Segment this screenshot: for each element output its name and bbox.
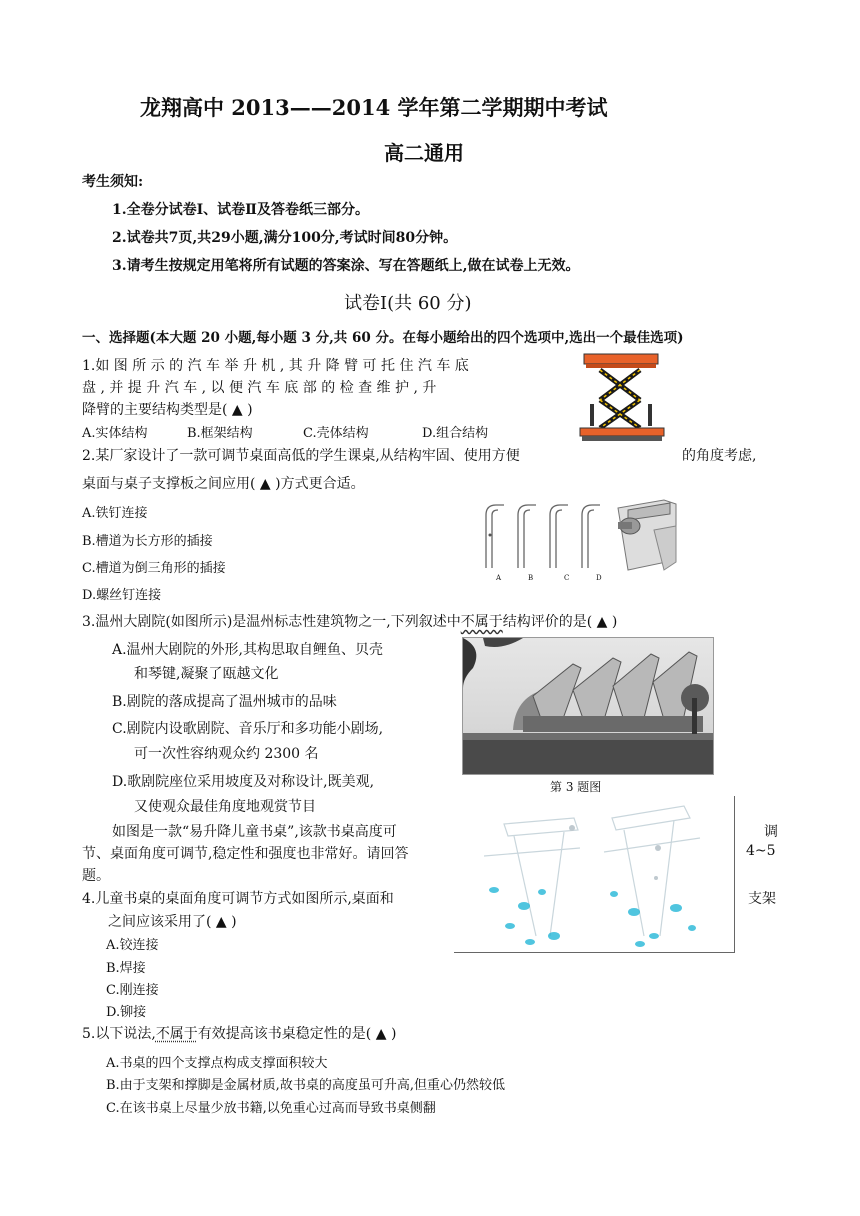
- q4-stem-line: 之间应该采用了( ▲ ): [108, 914, 237, 930]
- q1-option-d: D.组合结构: [422, 426, 489, 441]
- q5-option-a: A.书桌的四个支撑点构成支撑面积较大: [106, 1056, 328, 1071]
- q4-option-a: A.铰连接: [106, 938, 159, 953]
- q1-stem-line: 降臂的主要结构类型是( ▲ ): [82, 402, 253, 418]
- q3-stem-part: 结构评价的是( ▲ ): [502, 614, 618, 630]
- intro-line: 如图是一款“易升降儿童书桌”,该款书桌高度可: [112, 824, 397, 840]
- q4-stem-line: 4.儿童书桌的桌面角度可调节方式如图所示,桌面和: [82, 891, 394, 907]
- q5-stem: [82, 1023, 396, 1043]
- figure-label: A: [496, 574, 502, 582]
- q2-stem-line: 2.某厂家设计了一款可调节桌面高低的学生课桌,从结构牢固、使用方便: [82, 448, 520, 464]
- q3-option-d: D.歌剧院座位采用坡度及对称设计,既美观,: [112, 774, 375, 790]
- q4-option-d: D.铆接: [106, 1005, 147, 1020]
- part-heading: 一、选择题(本大题 20 小题,每小题 3 分,共 60 分。在每小题给出的四个选项中,选出一个最佳选项): [82, 330, 684, 346]
- q3-option-b: B.剧院的落成提高了温州城市的品味: [112, 694, 337, 710]
- intro-line: 调: [764, 824, 778, 840]
- q1-option-b: B.框架结构: [187, 426, 253, 441]
- q1-stem-line: 1.如 图 所 示 的 汽 车 举 升 机 , 其 升 降 臂 可 托 住 汽 车 底: [82, 358, 469, 374]
- q3-option-a-cont: 和琴键,凝聚了瓯越文化: [134, 666, 279, 682]
- section-title: 试卷Ⅰ(共 60 分): [344, 293, 472, 314]
- theatre-photo: [462, 637, 714, 775]
- q2-option-c: C.槽道为倒三角形的插接: [82, 561, 226, 576]
- q2-option-b: B.槽道为长方形的插接: [82, 534, 213, 549]
- notice-item: 2.试卷共7页,共29小题,满分100分,考试时间80分钟。: [112, 230, 458, 246]
- notice-heading: 考生须知:: [82, 174, 144, 190]
- q3-stem-part: 3.温州大剧院(如图所示)是温州标志性建筑物之一,下列叙述中: [82, 614, 461, 630]
- q2-stem-line: 的角度考虑,: [682, 448, 757, 464]
- q4-option-b: B.焊接: [106, 961, 146, 976]
- q1-stem-line: 盘 , 并 提 升 汽 车 , 以 便 汽 车 底 部 的 检 查 维 护 , 升: [82, 380, 437, 396]
- q4-stem-line: 支架: [748, 891, 776, 907]
- q5-stem-part: 有效提高该书桌稳定性的是( ▲ ): [197, 1026, 397, 1042]
- figure-label: C: [564, 574, 570, 582]
- q3-option-d-cont: 又使观众最佳角度地观赏节目: [134, 799, 316, 815]
- q4-option-c: C.刚连接: [106, 983, 159, 998]
- q1-option-c: C.壳体结构: [303, 426, 369, 441]
- intro-line: 4~5: [746, 843, 776, 859]
- q5-option-b: B.由于支架和撑脚是金属材质,故书桌的高度虽可升高,但重心仍然较低: [106, 1078, 505, 1093]
- desk-slot-figure: [478, 490, 688, 590]
- q3-figure-caption: 第 3 题图: [550, 780, 602, 794]
- exam-title: 龙翔高中 2013——2014 学年第二学期期中考试: [140, 95, 608, 120]
- q5-option-c: C.在该书桌上尽量少放书籍,以免重心过高而导致书桌侧翻: [106, 1101, 436, 1116]
- figure-label: B: [528, 574, 534, 582]
- q3-option-c-cont: 可一次性容纳观众约 2300 名: [134, 746, 319, 762]
- car-lift-figure: [578, 352, 666, 444]
- intro-line: 题。: [82, 868, 110, 884]
- notice-item: 3.请考生按规定用笔将所有试题的答案涂、写在答题纸上,做在试卷上无效。: [112, 258, 580, 274]
- q1-option-a: A.实体结构: [82, 426, 148, 441]
- q2-option-a: A.铁钉连接: [82, 506, 148, 521]
- q3-stem: [82, 611, 617, 631]
- q2-stem-line: 桌面与桌子支撑板之间应用( ▲ )方式更合适。: [82, 476, 365, 492]
- q3-option-c: C.剧院内设歌剧院、音乐厅和多功能小剧场,: [112, 721, 384, 737]
- figure-label: D: [596, 574, 602, 582]
- q5-emphasis: 不属于: [155, 1026, 198, 1042]
- q3-option-a: A.温州大剧院的外形,其构思取自鲤鱼、贝壳: [112, 642, 384, 658]
- q3-emphasis: 不属于: [460, 614, 503, 630]
- exam-subtitle: 高二通用: [384, 141, 464, 165]
- q5-stem-part: 5.以下说法,: [82, 1026, 156, 1042]
- childrens-desk-figure: [454, 796, 735, 953]
- intro-line: 节、桌面角度可调节,稳定性和强度也非常好。请回答: [82, 846, 409, 862]
- q2-option-d: D.螺丝钉连接: [82, 588, 162, 603]
- notice-item: 1.全卷分试卷Ⅰ、试卷Ⅱ及答卷纸三部分。: [112, 202, 369, 218]
